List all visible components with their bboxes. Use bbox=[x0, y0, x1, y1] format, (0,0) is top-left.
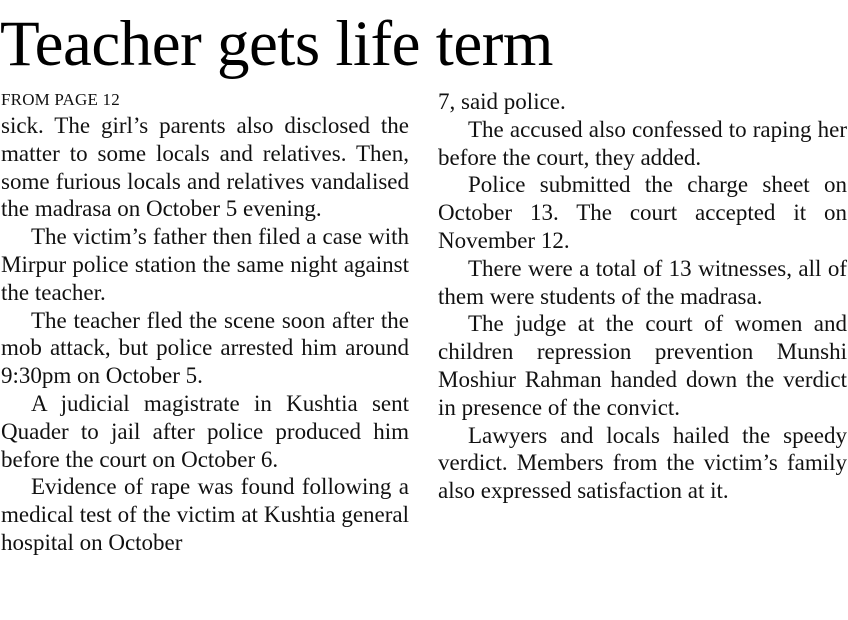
paragraph: 7, said police. bbox=[438, 89, 566, 114]
article-column-left bbox=[1, 88, 409, 557]
article-column-right bbox=[438, 88, 847, 505]
paragraph: There were a total of 13 witnesses, all of them were students of the madrasa. bbox=[438, 255, 847, 309]
paragraph: sick. The girl’s parents also disclosed the matter to some locals and relatives. Then, some furious locals and relatives vandalised the madrasa on October 5 evening. bbox=[1, 113, 409, 222]
paragraph: The judge at the court of women and children repression prevention Munshi Moshiur Rahman handed down the verdict in presence of the convict. bbox=[438, 311, 847, 420]
paragraph: The teacher fled the scene soon after the mob attack, but police arrested him around 9:30pm on October 5. bbox=[1, 307, 409, 389]
paragraph: Police submitted the charge sheet on October 13. The court accepted it on November 12. bbox=[438, 172, 847, 253]
continued-from-label: FROM PAGE 12 bbox=[1, 90, 120, 109]
paragraph: Lawyers and locals hailed the speedy verdict. Members from the victim’s family also expressed satisfaction at it. bbox=[438, 422, 847, 504]
paragraph: A judicial magistrate in Kushtia sent Quader to jail after police produced him before the court on October 6. bbox=[1, 390, 409, 472]
headline: Teacher gets life term bbox=[0, 8, 553, 80]
paragraph: Evidence of rape was found following a medical test of the victim at Kushtia general hospital on October bbox=[1, 474, 409, 555]
paragraph: The accused also confessed to raping her before the court, they added. bbox=[438, 116, 847, 170]
paragraph: The victim’s father then filed a case with Mirpur police station the same night against the teacher. bbox=[1, 224, 409, 305]
